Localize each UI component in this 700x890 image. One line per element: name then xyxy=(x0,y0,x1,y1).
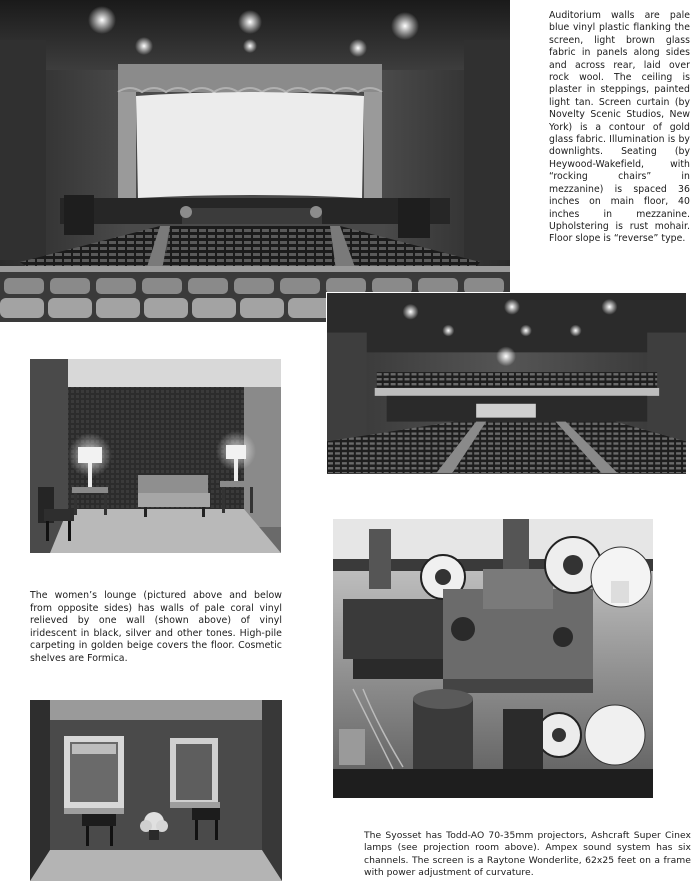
auditorium-caption: Auditorium walls are pale blue vinyl plastic flanking the screen, light brown glass fabric in panels along sides and across rear, laid over rock wool. The ceiling is plaster in steppings, painted light tan. Screen curtain (by Novelty Scenic Studios, New York) is a contour of gold glass fabric. Illumination is by downlights. Seating (by Heywood-Wakefield, with “rocking chairs” in mezzanine) is spaced 36 inches on main floor, 40 inches in mezzanine. Upholstering is rust mohair. Floor slope is “reverse” type. xyxy=(549,10,690,245)
lounge-caption: The women’s lounge (pictured above and below from opposite sides) has walls of pale coral vinyl relieved by one wall (shown above) of vinyl iridescent in black, silver and other tones. High-pile carpeting in golden beige covers the floor. Cosmetic shelves are Formica. xyxy=(30,590,282,664)
projection-room-photo xyxy=(333,519,653,798)
auditorium-front-photo xyxy=(0,0,510,322)
auditorium-rear-photo xyxy=(326,292,687,475)
projection-caption: The Syosset has Todd-AO 70-35mm projectors, Ashcraft Super Cinex lamps (see projection room above). Ampex sound system has six channels. The screen is a Raytone Wonderlite, 62x25 feet on a frame with power adjustment of curvature. xyxy=(364,830,691,879)
lounge-mirrors-photo xyxy=(30,700,282,881)
lounge-iridescent-wall-photo xyxy=(30,359,281,553)
